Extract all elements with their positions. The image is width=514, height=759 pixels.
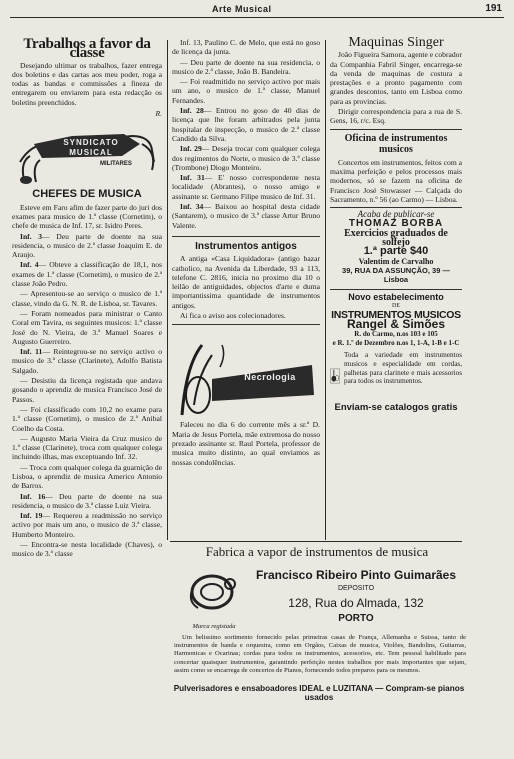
- entry-text: — Augusto Maria Vieira da Cruz musico de 1.ª classe (Clarinete), troca com qualquer colega incluindo ilhas, mas exceptuando Inf. 32.: [12, 433, 162, 462]
- news-entry: [12, 376, 162, 404]
- news-entry: [12, 232, 162, 260]
- news-entry: [12, 309, 162, 346]
- news-entry: [12, 511, 162, 539]
- trademark-label: Marca registada: [192, 623, 236, 630]
- obituary-text: Faleceu no dia 6 do corrente mês a sr.ª D. Maria de Jesus Portela, mãe extremosa do nosso prezado assinante sr. Raul Portela, professor de musica muito distinto, ao qual enviamos as nossas condolências.: [172, 420, 320, 467]
- page-header: [0, 2, 514, 18]
- entry-text: Inf. 13, Paulino C. de Melo, que está no goso de licença da junta.: [172, 38, 320, 57]
- entry-text: — Foi readmitido no serviço activo por mais um ano, o musico de 1.ª classe, Manuel Fernandes.: [172, 77, 320, 105]
- book-price: 1.ª parte $40: [363, 245, 429, 258]
- entry-text: — Apresentou-se ao serviço o musico de 1.ª classe, vindo da G. N. R. de Lisboa, sr. Tavares.: [12, 289, 162, 308]
- entry-label: Inf. 34: [180, 202, 204, 212]
- entry-label: Inf. 31: [180, 173, 205, 183]
- entry-text: — Obteve a classificação de 18,1, nos exames de 1.ª classe (Cornetim), o musico de 2.ª classe João Pedro.: [12, 260, 162, 289]
- shop-ad: [330, 289, 462, 413]
- horn-trademark-icon: [186, 566, 238, 620]
- antique-note: Ai fica o aviso aos colecionadores.: [180, 311, 286, 321]
- factory-description: Um belissimo sortimento fornecido pelas primeiras casas de França, Allemanha e Suissa, tanto de instrumentos de banda e orquestra, como em Orgãos, Caixas de musica, Violões, Bandolins, Guitarras, Harmonicas e Ocarinas; cordas para todos os instrumentos, acessorios, etc. Tem pessoal habilitado para concertar quaisquer instrumentos, garantindo perfeição nestes trabalhos por mais importantes que sejam, assim como se encarrega de concertos de Pianos, fornecendo todos preparos para os mesmos.: [174, 634, 466, 674]
- singer-heading: Maquinas Singer: [348, 35, 444, 50]
- column-right: [330, 35, 463, 414]
- violin-guitar-icon: [330, 351, 340, 401]
- entry-text: — Deu parte de doente na sua residencia, o musico de 3.ª classe Luiz Vieira.: [12, 491, 162, 510]
- syndicate-emblem: [12, 122, 162, 188]
- entry-text: — Foram nomeados para ministrar o Canto Coral em Tavira, os seguintes musicos: 1.ª classe José do N. Vieira, de 3.ª Manuel Soares e Augusto Guerreiro.: [12, 308, 162, 346]
- column-divider: [325, 40, 326, 540]
- article-title: Trabalhos a favor da classe: [23, 36, 151, 62]
- entry-list: [172, 38, 320, 230]
- news-entry: [172, 202, 320, 230]
- entry-label: Inf. 28: [180, 106, 204, 116]
- news-entry: [12, 463, 162, 491]
- shop-address-2: e R. 1.º de Dezembro n.os 1, 1-A, 1-B e 1-C: [332, 339, 460, 348]
- entry-text: — Desistiu da licença registada que andava gosando o aprendiz de musica Francisco José de Passos.: [12, 376, 162, 404]
- article-signature: R.: [155, 109, 162, 119]
- factory-address: 128, Rua do Almada, 132: [288, 596, 424, 610]
- article-intro: Desejando ultimar os trabalhos, fazer entrega dos boletins e das cartas aos meu poder, roga a todas as bandas e commissões a fineza de entregarem ou enviarem para esta redacção os boletins preenchidos.: [12, 60, 162, 107]
- shop-body: [330, 351, 462, 401]
- antique-text: A antiga «Casa Liquidadora» (antigo bazar catholico, na Avenida da Liberdade, 93 a 113, telefone C. 2816, inicia no proximo dia 10 o leilão de antiguidades, objectos d'arte e duma importantissima quantidade de instrumentos antigos.: [172, 254, 320, 310]
- shop-heading: INSTRUMENTOS MUSICOS: [331, 309, 461, 322]
- factory-owner: Francisco Ribeiro Pinto Guimarães: [255, 568, 457, 582]
- shop-name: Rangel & Simões: [346, 317, 446, 332]
- entry-text: — Foi classificado com 10,2 no exame para 1.ª classe (Cornetim), o musico de 2.ª Anibal Coelho da Costa.: [12, 404, 162, 433]
- entry-label: Inf. 11: [20, 347, 43, 357]
- entry-label: Inf. 19: [20, 511, 43, 521]
- necrology-illustration: [172, 324, 320, 417]
- entry-label: Inf. 3: [20, 231, 43, 241]
- running-title: Arte Musical: [212, 4, 272, 14]
- lyre-wreath-icon: [172, 325, 320, 417]
- factory-rule: [170, 541, 462, 542]
- entry-text: — Deseja trocar com qualquer colega dos regimentos do Norte, o musico de 3.ª classe (Trombone) Diogo Monteiro.: [172, 144, 320, 172]
- news-entry: [172, 38, 320, 57]
- book-title: Exercicios graduados de solfejo: [344, 227, 448, 249]
- emblem-text: SYNDICATO MUSICAL: [63, 138, 119, 157]
- entry-text: — Deu parte de doente na sua residencia, o musico de 2.ª classe, João B. Bandeira.: [172, 57, 320, 76]
- column-left: [12, 36, 162, 560]
- factory-city: PORTO: [338, 613, 374, 624]
- news-entry: [12, 434, 162, 462]
- workshop-text: Concertos em instrumentos, feitos com a maxima perfeição e pelos processos mais modernos, só se fazem na oficina de Francisco José Stowasser — Calçada do Sacramento, n.º 56 (ao Carmo) — Lisboa.: [330, 157, 463, 204]
- entry-label: Inf. 29: [180, 144, 202, 154]
- antique-notice: [172, 236, 320, 320]
- section-intro: Esteve em Faro afim de fazer parte do juri dos exames para musico de 1.ª classe (Cornetim), o chefe de musica de Inf. 17, sr. Isidro Peres.: [12, 202, 162, 231]
- news-entry: [172, 106, 320, 143]
- news-entry: [172, 77, 320, 105]
- entry-label: Inf. 4: [20, 260, 39, 270]
- factory-footer: Pulverisadores e ensaboadores IDEAL e LUZITANA — Compram-se pianos usados: [173, 684, 465, 702]
- shop-footer: Enviam-se catalogos gratis: [334, 402, 458, 414]
- shop-text: Toda a variedade em instrumentos musicos e especialidade em cordas, palhetas para clarinete e mais acessorios para todos os instrumentos.: [344, 351, 462, 386]
- book-kicker: Acaba de publicar-se: [357, 209, 435, 220]
- news-entry: [12, 347, 162, 375]
- shop-kicker: Novo estabelecimento: [348, 291, 444, 302]
- column-divider: [167, 40, 168, 540]
- book-ad: [330, 207, 462, 284]
- entry-text: — Troca com qualquer colega da guarnição de Lisboa, o aprendiz de musica Americo Antonio de Barros.: [12, 462, 162, 491]
- factory-depot: DEPOSITO: [337, 585, 375, 592]
- entry-text: — Requereu a readmissão no serviço activo por mais um ano, o musico de 3.ª classe, Humberto Monteiro.: [12, 511, 162, 539]
- column-middle: [172, 38, 320, 468]
- singer-contact: Dirigir correspondencia para a rua de S. Gens, 16, r/c. Esq.: [330, 107, 462, 126]
- news-entry: [172, 144, 320, 172]
- factory-text: [174, 634, 466, 676]
- workshop-ad: [330, 129, 462, 204]
- news-entry: [12, 492, 162, 511]
- entry-text: — Entrou no goso de 40 dias de licença que lhe foram arbitrados pela junta hospitalar de inspecção, o musico de 2.ª classe Candido da Silva.: [172, 106, 320, 143]
- entry-text: — Reintegrou-se no serviço activo o musico de 3.ª classe (Clarinete), Adolfo Batista Salgado.: [12, 347, 162, 375]
- header-rule: [10, 17, 504, 18]
- news-entry: [12, 405, 162, 433]
- antique-heading: Instrumentos antigos: [195, 240, 297, 252]
- shop-de: DE: [392, 302, 400, 309]
- workshop-heading: Oficina de instrumentos musicos: [344, 132, 448, 155]
- news-entry: [12, 260, 162, 288]
- singer-text: João Figueira Samora, agente e cobrador da Companhia Fabril Singer, encarrega-se da venda de maquinas de costura a prestações e a pronto pagamento com grandes descontos, tanto em Lisboa como para as provincias.: [330, 50, 462, 106]
- news-entry: [12, 289, 162, 308]
- entry-text: — Deu parte de doente na sua residencia, o musico de 2.ª classe Joaquim E. de Araujo.: [12, 231, 162, 260]
- entry-text: — Encontra-se nesta localidade (Chaves), o musico de 3.ª classe: [12, 540, 162, 559]
- page-number: 191: [485, 3, 502, 14]
- factory-heading: Fabrica a vapor de instrumentos de musica: [205, 544, 429, 559]
- entry-text: — E' nosso correspondente nesta localidade (Abrantes), o nosso amigo e assinante sr. Germano Filipe musico de Inf. 31.: [172, 173, 320, 201]
- news-entry: [172, 58, 320, 77]
- emblem-subtext: MILITARES: [100, 161, 132, 168]
- book-author: THOMAZ BORBA: [348, 218, 444, 230]
- section-heading: CHEFES DE MUSICA: [32, 188, 142, 201]
- entry-label: Inf. 16: [20, 491, 46, 501]
- necrology-caption: Necrologia: [244, 372, 296, 383]
- news-entry: [172, 173, 320, 201]
- entry-list: [12, 232, 162, 559]
- entry-text: — Baixou ao hospital desta cidade (Santarem), o musico de 3.ª classe Artur Bruno Valente.: [172, 202, 320, 230]
- shop-address-1: R. do Carmo, n.os 103 e 105: [354, 329, 438, 338]
- news-entry: [12, 540, 162, 559]
- book-seller: Valentim de Carvalho: [358, 256, 434, 266]
- book-address: 39, RUA DA ASSUNÇÃO, 39 — Lisboa: [342, 265, 450, 285]
